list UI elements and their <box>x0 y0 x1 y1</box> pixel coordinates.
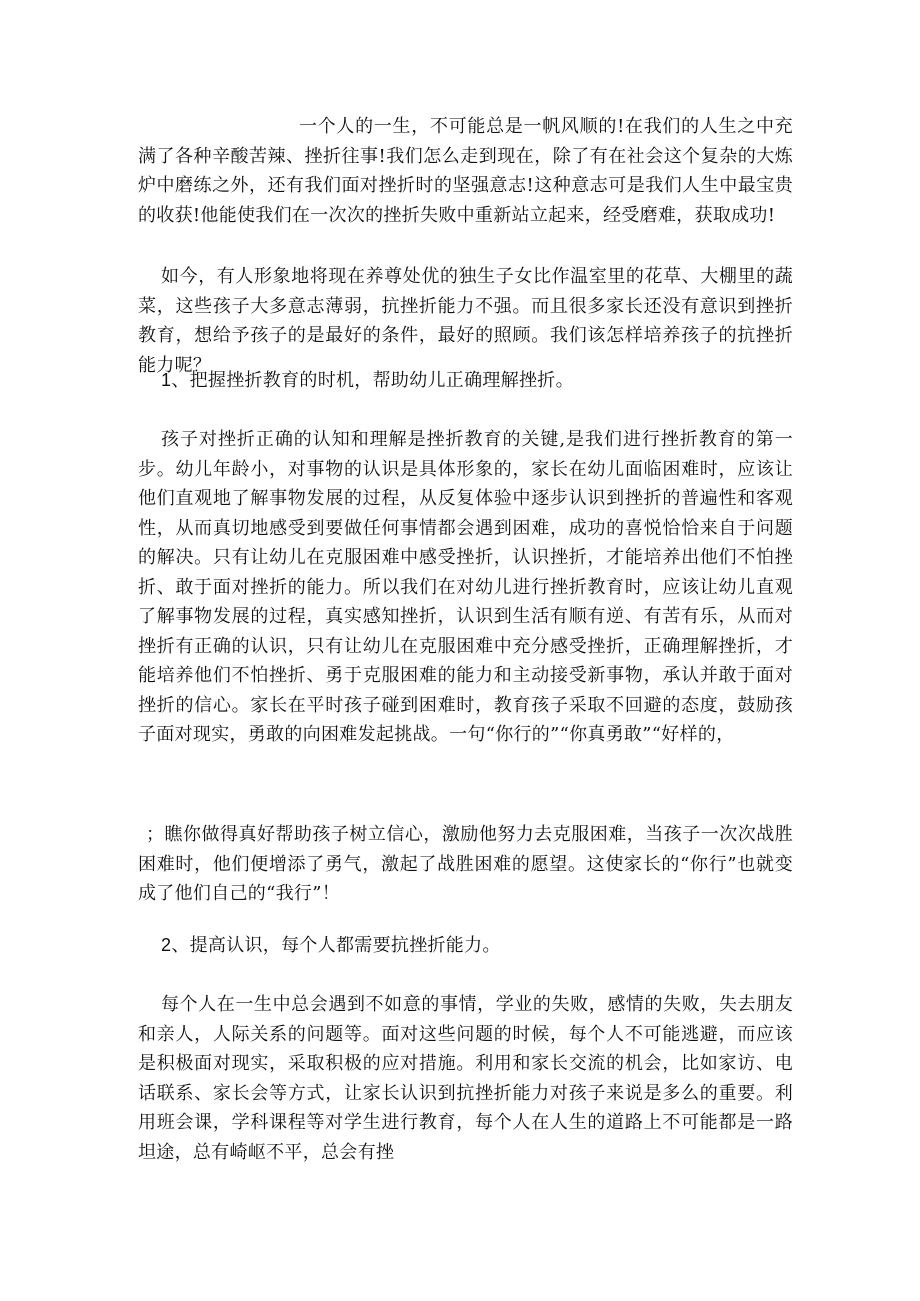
paragraph-intro: 一个人的一生，不可能总是一帆风顺的!在我们的人生之中充满了各种辛酸苦辣、挫折往事!我们怎么走到现在，除了有在社会这个复杂的大炼炉中磨练之外，还有我们面对挫折时的坚强意志!这种意志可是我们人生中最宝贵的收获!他能使我们在一次次的挫折失败中重新站立起来，经受磨难，获取成功! <box>138 116 793 226</box>
paragraph-section-2-body: 每个人在一生中总会遇到不如意的事情，学业的失败，感情的失败，失去朋友和亲人，人际关系的问题等。面对这些问题的时候，每个人不可能逃避，而应该是积极面对现实，采取积极的应对措施。利用和家长交流的机会，比如家访、电话联系、家长会等方式，让家长认识到抗挫折能力对孩子来说是多么的重要。利用班会课，学科课程等对学生进行教育，每个人在人生的道路上不可能都是一路坦途，总有崎岖不平，总会有挫 <box>138 994 793 1163</box>
section-heading-1-number: 1 <box>161 370 172 390</box>
paragraph-section-1-continued: ；瞧你做得真好帮助孩子树立信心，激励他努力去克服困难，当孩子一次次战胜困难时，他们便增添了勇气，激起了战胜困难的愿望。这使家长的“你行”也就变成了他们自己的“我行”！ <box>138 824 793 904</box>
section-heading-2-text: 、提高认识，每个人都需要抗挫折能力。 <box>171 935 501 955</box>
paragraph-background: 如今，有人形象地将现在养尊处优的独生子女比作温室里的花草、大棚里的蔬菜，这些孩子大多意志薄弱，抗挫折能力不强。而且很多家长还没有意识到挫折教育，想给予孩子的是最好的条件，最好的照顾。我们该怎样培养孩子的抗挫折能力呢？ <box>138 266 793 376</box>
section-heading-2 <box>161 931 801 961</box>
section-heading-1 <box>161 366 801 396</box>
section-heading-1-text: 、把握挫折教育的时机，帮助幼儿正确理解挫折。 <box>171 370 574 390</box>
section-heading-2-number: 2 <box>161 935 172 955</box>
paragraph-section-1-body: 孩子对挫折正确的认知和理解是挫折教育的关键,是我们进行挫折教育的第一步。幼儿年龄小，对事物的认识是具体形象的，家长在幼儿面临困难时，应该让他们直观地了解事物发展的过程，从反复体验中逐步认识到挫折的普遍性和客观性，从而真切地感受到要做任何事情都会遇到困难，成功的喜悦恰恰来自于问题的解决。只有让幼儿在克服困难中感受挫折，认识挫折，才能培养出他们不怕挫折、敢于面对挫折的能力。所以我们在对幼儿进行挫折教育时，应该让幼儿直观了解事物发展的过程，真实感知挫折，认识到生活有顺有逆、有苦有乐，从而对挫折有正确的认识，只有让幼儿在克服困难中充分感受挫折，正确理解挫折，才能培养他们不怕挫折、勇于克服困难的能力和主动接受新事物，承认并敢于面对挫折的信心。家长在平时孩子碰到困难时，教育孩子采取不回避的态度，鼓励孩子面对现实，勇敢的向困难发起挑战。一句“你行的”“你真勇敢”“好样的， <box>138 429 793 745</box>
